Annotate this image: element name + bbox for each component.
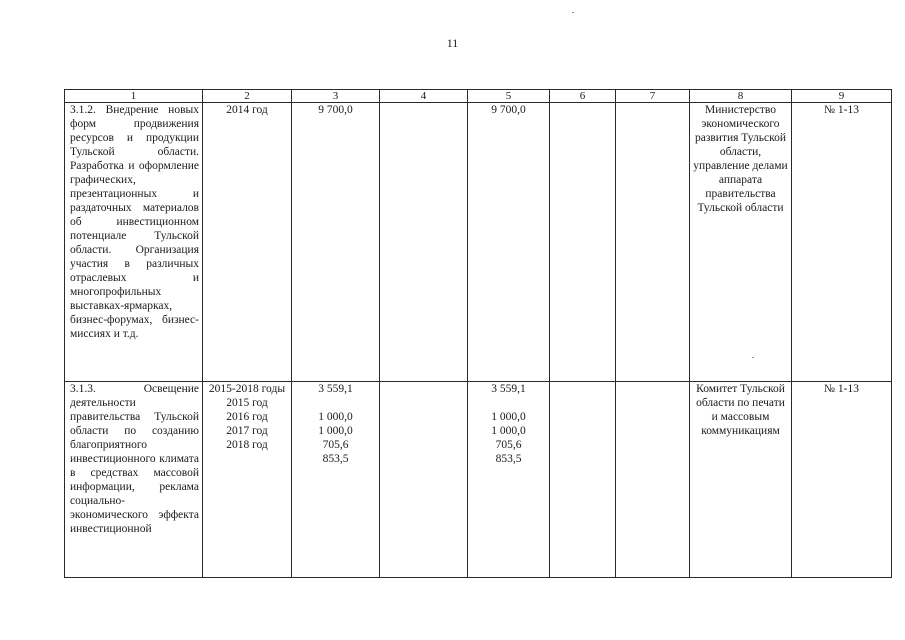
column-header: 1 xyxy=(65,90,203,103)
col4-cell xyxy=(380,382,468,578)
header-row xyxy=(65,90,892,103)
executor-cell: Комитет Тульской области по печати и массовым коммуникациям xyxy=(690,382,792,578)
column-header: 4 xyxy=(380,90,468,103)
period-cell xyxy=(203,103,292,382)
col5-line: 9 700,0 xyxy=(491,104,526,116)
col5-line: 1 000,0 xyxy=(491,411,526,423)
total-line xyxy=(295,396,376,410)
col7-cell xyxy=(616,382,690,578)
period-line: 2014 год xyxy=(226,104,268,116)
col7-cell xyxy=(616,103,690,382)
col5-line: 705,6 xyxy=(495,439,522,451)
program-table xyxy=(64,89,892,578)
indicators-cell: № 1-13 xyxy=(792,103,892,382)
total-line: 853,5 xyxy=(322,453,349,465)
column-header: 8 xyxy=(690,90,792,103)
activity-cell: 3.1.3. Освещение деятельности правительства Тульской области по созданию благоприятного инвестиционного климата в средствах массовой информации, реклама социально-экономического эффекта инвестиционной xyxy=(65,382,203,578)
col5-line xyxy=(471,396,546,410)
activity-cell: 3.1.2. Внедрение новых форм продвижения ресурсов и продукции Тульской области. Разработка и оформление графических, презентационных и раздаточных материалов об инвестиционном потенциале Тульской области. Организация участия в различных отраслевых и многопрофильных выставках-ярмарках, бизнес-форумах, бизнес-миссиях и т.д. xyxy=(65,103,203,382)
col5-line: 853,5 xyxy=(495,453,522,465)
total-cell xyxy=(292,382,380,578)
col6-cell xyxy=(550,103,616,382)
column-header: 5 xyxy=(468,90,550,103)
period-line: 2015 год xyxy=(226,397,268,409)
executor-cell: Министерство экономического развития Тульской области, управление делами аппарата правительства Тульской области xyxy=(690,103,792,382)
column-header: 6 xyxy=(550,90,616,103)
total-line: 1 000,0 xyxy=(318,425,353,437)
column-header: 7 xyxy=(616,90,690,103)
total-line: 705,6 xyxy=(322,439,349,451)
col5-cell xyxy=(468,103,550,382)
table-row xyxy=(65,103,892,382)
total-line: 9 700,0 xyxy=(318,104,353,116)
total-cell xyxy=(292,103,380,382)
period-line: 2016 год xyxy=(226,411,268,423)
period-line: 2017 год xyxy=(226,425,268,437)
scan-speck xyxy=(572,12,574,13)
total-line: 1 000,0 xyxy=(318,411,353,423)
scan-speck xyxy=(752,357,754,358)
period-line: 2018 год xyxy=(226,439,268,451)
column-header: 9 xyxy=(792,90,892,103)
table-row xyxy=(65,382,892,578)
column-header: 2 xyxy=(203,90,292,103)
col5-line: 1 000,0 xyxy=(491,425,526,437)
period-cell xyxy=(203,382,292,578)
col5-line: 3 559,1 xyxy=(491,383,526,395)
column-header: 3 xyxy=(292,90,380,103)
indicators-cell: № 1-13 xyxy=(792,382,892,578)
col6-cell xyxy=(550,382,616,578)
total-line: 3 559,1 xyxy=(318,383,353,395)
period-line: 2015-2018 годы xyxy=(208,383,286,395)
page-number: 11 xyxy=(446,36,459,50)
col5-cell xyxy=(468,382,550,578)
col4-cell xyxy=(380,103,468,382)
